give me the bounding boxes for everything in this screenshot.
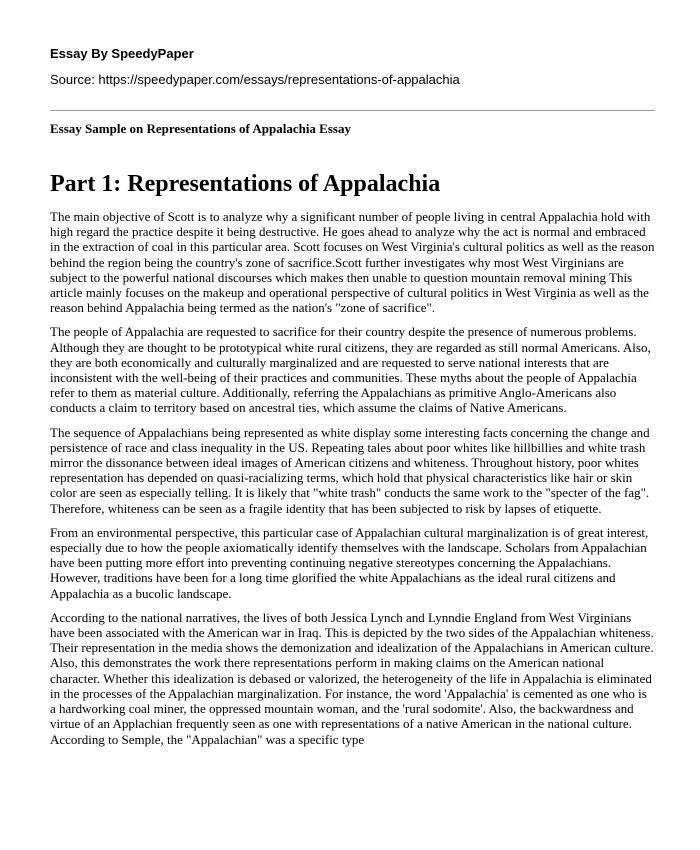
paragraph: The sequence of Appalachians being represented as white display some interesting facts concerning the change and persistence of race and class inequality in the US. Repeating tales about poor whites like hillbillies and white trash mirror the dissonance between ideal images of American citizens and whiteness. Throughout history, poor whites representation has depended on quasi-racializing terms, which hold that physical characteristics like hair or skin color are seen as especially telling. It is likely that "white trash" conducts the same work to the "specter of the fag". Therefore, whiteness can be seen as a fragile identity that has been subjected to risk by lapses of etiquette. [50,424,650,516]
essay-title: Part 1: Representations of Appalachia [50,171,441,197]
header-divider [50,110,655,111]
paragraph: The people of Appalachia are requested to sacrifice for their country despite the presence of numerous problems. Although they are thought to be prototypical white rural citizens, they are regarded as still normal Americans. Also, they are both economically and culturally marginalized and are requested to serve national interests that are inconsistent with the well-being of their practices and communities. These myths about the people of Appalachia refer to them as material culture. Additionally, referring the Appalachians as primitive Anglo-Americans also conducts a claim to territory based on ancestral ties, which assume the claims of Native Americans. [50,324,651,416]
paragraph: The main objective of Scott is to analyze why a significant number of people living in central Appalachia hold with high regard the practice despite it being destructive. He goes ahead to analyze why the act is normal and embraced in the extraction of coal in this particular area. Scott focuses on West Virginia's cultural politics as well as the reason behind the region being the country's zone of sacrifice.Scott further investigates why most West Virginians are subject to the powerful national discourses which makes then unable to question mountain removal mining This article mainly focuses on the makeup and operational perspective of cultural politics in West Virginia as well as the reason behind Appalachia being termed as the nation's "zone of sacrifice". [50,209,655,316]
brand-heading: Essay By SpeedyPaper [50,46,194,61]
paragraph: According to the national narratives, the lives of both Jessica Lynch and Lynndie England from West Virginians have been associated with the American war in Iraq. This is depicted by the two sides of the Appalachian whiteness. Their representation in the media shows the demonization and idealization of the Appalachians in American culture. Also, this demonstrates the work there representations perform in making claims on the American national character. Whether this idealization is debased or valorized, the heterogeneity of the life in Appalachia is eliminated in the processes of the Appalachian marginalization. For instance, the word 'Appalachia' is cemented as one who is a hardworking coal miner, the oppressed mountain woman, and the 'rural sodomite'. Also, the backwardness and virtue of an Applachian frequently seen as one with representations of a native American in the national culture. According to Semple, the "Appalachian" was a specific type [50,609,654,747]
essay-subtitle: Essay Sample on Representations of Appalachia Essay [50,121,351,136]
source-line: Source: https://speedypaper.com/essays/representations-of-appalachia [50,72,460,87]
paragraph: From an environmental perspective, this particular case of Appalachian cultural marginalization is of great interest, especially due to how the people axiomatically identify themselves with the landscape. Scholars from Appalachian have been putting more effort into preventing continuing negative stereotypes concerning the Appalachians. However, traditions have been for a long time glorified the white Appalachians as the ideal rural citizens and Appalachia as a bucolic landscape. [50,524,649,601]
essay-body [50,209,655,756]
